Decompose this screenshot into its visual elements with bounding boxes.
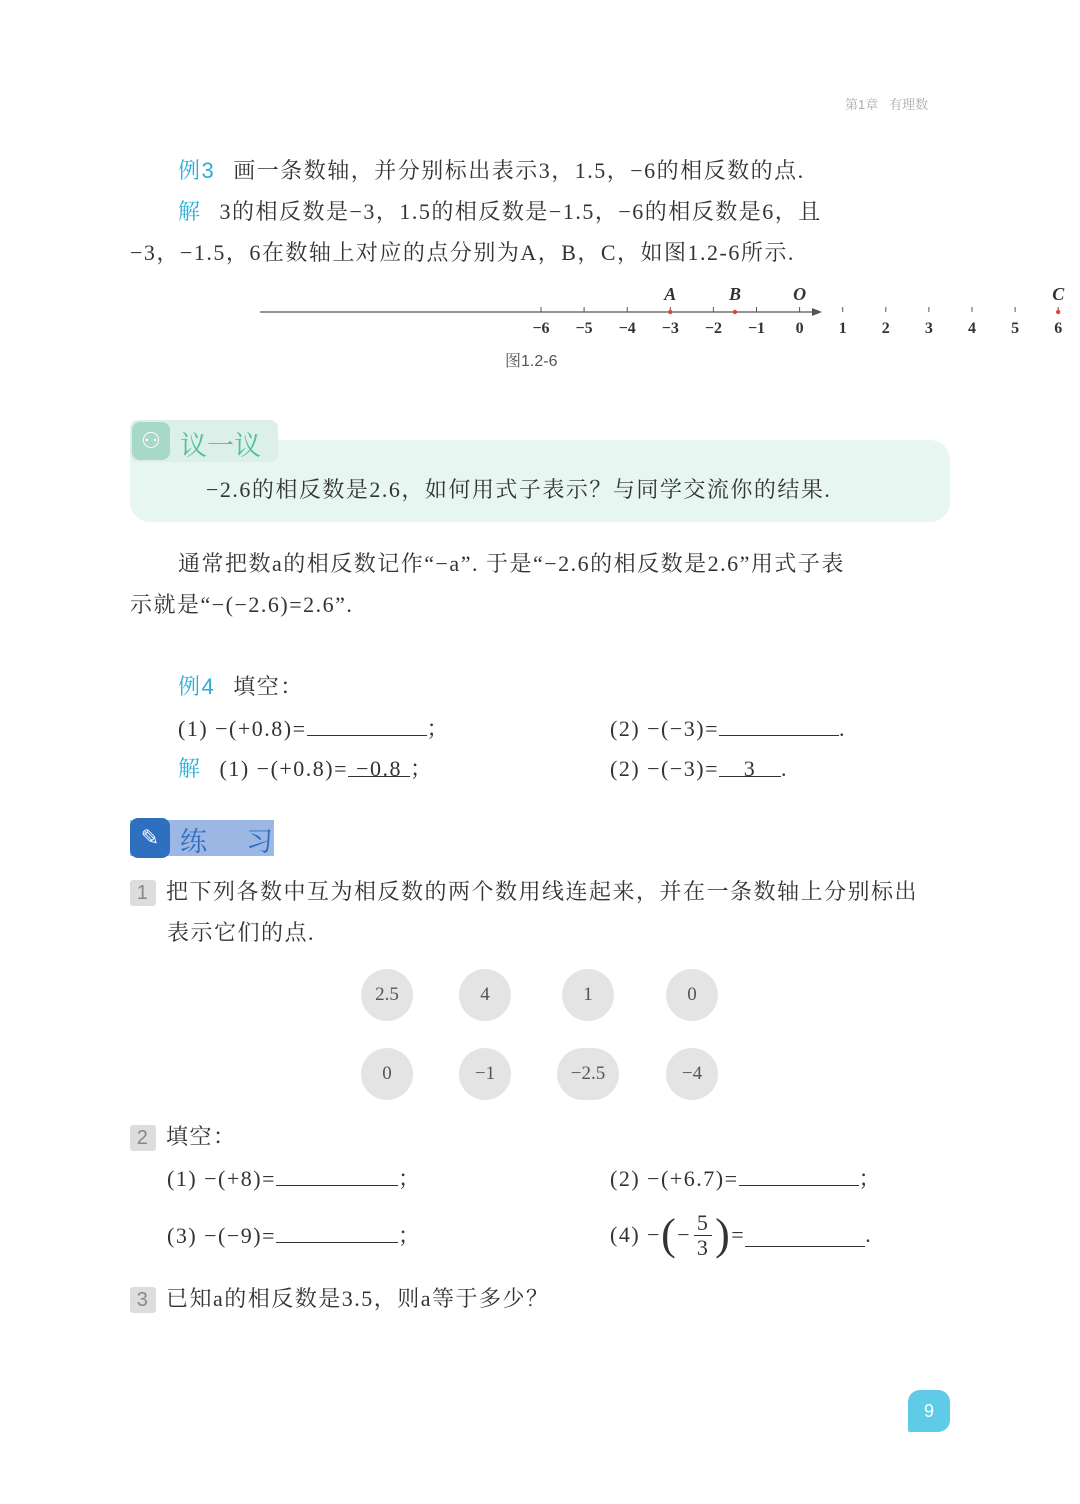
number-chip[interactable]: 0: [666, 969, 718, 1021]
practice-q1: 1 把下列各数中互为相反数的两个数用线连起来，并在一条数轴上分别标出: [130, 877, 918, 907]
example4-label: 例4: [178, 674, 216, 699]
example3-question: 例3 画一条数轴，并分别标出表示3，1.5，−6的相反数的点.: [178, 158, 805, 183]
point-marker: [668, 310, 672, 314]
tick-label: −1: [747, 320, 766, 337]
chapter-label: 第1章: [845, 97, 879, 112]
number-chip[interactable]: 4: [459, 969, 511, 1021]
answer-blank[interactable]: [745, 1224, 865, 1247]
number-chip[interactable]: 0: [361, 1048, 413, 1100]
point-marker: [1056, 310, 1060, 314]
tick-label: −5: [575, 320, 593, 337]
figure-caption: 图1.2-6: [505, 353, 558, 370]
example3-solution-line2: −3，−1.5，6在数轴上对应的点分别为A，B，C，如图1.2-6所示.: [130, 240, 795, 265]
tick-label: 3: [924, 320, 933, 337]
number-chip[interactable]: −2.5: [557, 1048, 619, 1100]
textbook-page: 第1章 有理数 例3 画一条数轴，并分别标出表示3，1.5，−6的相反数的点. 解 3的相反数是−3，1.5的相反数是−1.5，−6的相反数是6，且 −3，−1.5，6在数轴上对应的点分别为A，B，C，如图1.2-6所示. −6 −5 −4 −3 −2 −1 0 1 2 3 4 5 6 A B O C 图1.2-6 ⚇ 议一议 −2.6的相反数是2.6，如何用式子表示？与同学交流你的结果. 通常把数a的相反数记作“−a”. 于是“−2.6的相反数是2.6”用式子表 示就是“−(−2.6)=2.6”. 例4 填空： (1) −(+0.8)= ； (2) −(−3)= . 解 (1) −(+0.8)= −0.8 ； (2) −(−3)= 3 . ✎ 练 习 1 把下列各数中互为相反数的两个数用线连起来，并在一条数轴上分别标出 表示它们的点. 2.5 4 1 0 0 −1 −2.5 −4 2 填空： (1) −(+8)= ； (2) −(+6.7)= ； (3) −(−9)= ； (4) − ( − $\frac{5}{3}$ ) = . 3 已知a的相反数是3.5，则a等于多少？ 9: [0, 0, 1080, 1504]
tick-label: −6: [532, 320, 550, 337]
answer-blank[interactable]: [307, 713, 427, 736]
answer-blank[interactable]: [276, 1220, 398, 1243]
answer-blank[interactable]: [739, 1163, 859, 1186]
point-label: A: [664, 284, 677, 304]
page-number: 9: [908, 1390, 950, 1432]
solution-label: 解: [178, 199, 202, 224]
tick-label: 1: [838, 320, 847, 337]
answer-blank[interactable]: [276, 1163, 398, 1186]
example4-a2: (2) −(−3)= 3 .: [610, 756, 789, 781]
point-label: O: [793, 284, 807, 304]
tick-label: 6: [1054, 320, 1063, 337]
discuss-title: 议一议: [180, 431, 261, 461]
tick-label: 2: [881, 320, 890, 337]
tick-label: −4: [618, 320, 636, 337]
example3-solution-line1: 解 3的相反数是−3，1.5的相反数是−1.5，−6的相反数是6，且: [178, 199, 822, 224]
tick-label: 0: [795, 320, 804, 337]
point-label: C: [1052, 284, 1065, 304]
example4-a1: 解 (1) −(+0.8)= −0.8 ；: [178, 756, 434, 781]
number-chip[interactable]: −4: [666, 1048, 718, 1100]
chapter-title: 有理数: [889, 97, 929, 112]
tick-label: 4: [968, 320, 976, 337]
point-label: B: [728, 284, 741, 304]
example4-q1: (1) −(+0.8)= ；: [178, 713, 450, 744]
tick-label: −3: [661, 320, 679, 337]
point-marker: [733, 310, 737, 314]
para-line2: 示就是“−(−2.6)=2.6”.: [130, 592, 354, 617]
tick-label: 5: [1011, 320, 1020, 337]
number-chip[interactable]: 1: [562, 969, 614, 1021]
answer-blank[interactable]: [719, 713, 839, 736]
example4-question: 填空：: [233, 674, 304, 699]
fraction: $\frac{5}{3}$: [694, 1211, 712, 1260]
number-chip[interactable]: −1: [459, 1048, 511, 1100]
number-line-figure: [250, 280, 1065, 350]
discuss-text: −2.6的相反数是2.6，如何用式子表示？与同学交流你的结果.: [206, 477, 832, 502]
practice-q2: 2 填空：: [130, 1122, 237, 1152]
group-discussion-icon: ⚇: [132, 422, 170, 460]
practice-title: 练 习: [180, 827, 279, 857]
para-line1: 通常把数a的相反数记作“−a”. 于是“−2.6的相反数是2.6”用式子表: [178, 551, 845, 576]
tick-label: −2: [704, 320, 722, 337]
example3-label: 例3: [178, 158, 216, 183]
axis-arrow: [812, 308, 822, 316]
practice-q3: 3 已知a的相反数是3.5，则a等于多少？: [130, 1284, 550, 1314]
example4-q2: (2) −(−3)= .: [610, 713, 846, 744]
notepad-pencil-icon: ✎: [130, 818, 170, 858]
number-chip[interactable]: 2.5: [361, 969, 413, 1021]
